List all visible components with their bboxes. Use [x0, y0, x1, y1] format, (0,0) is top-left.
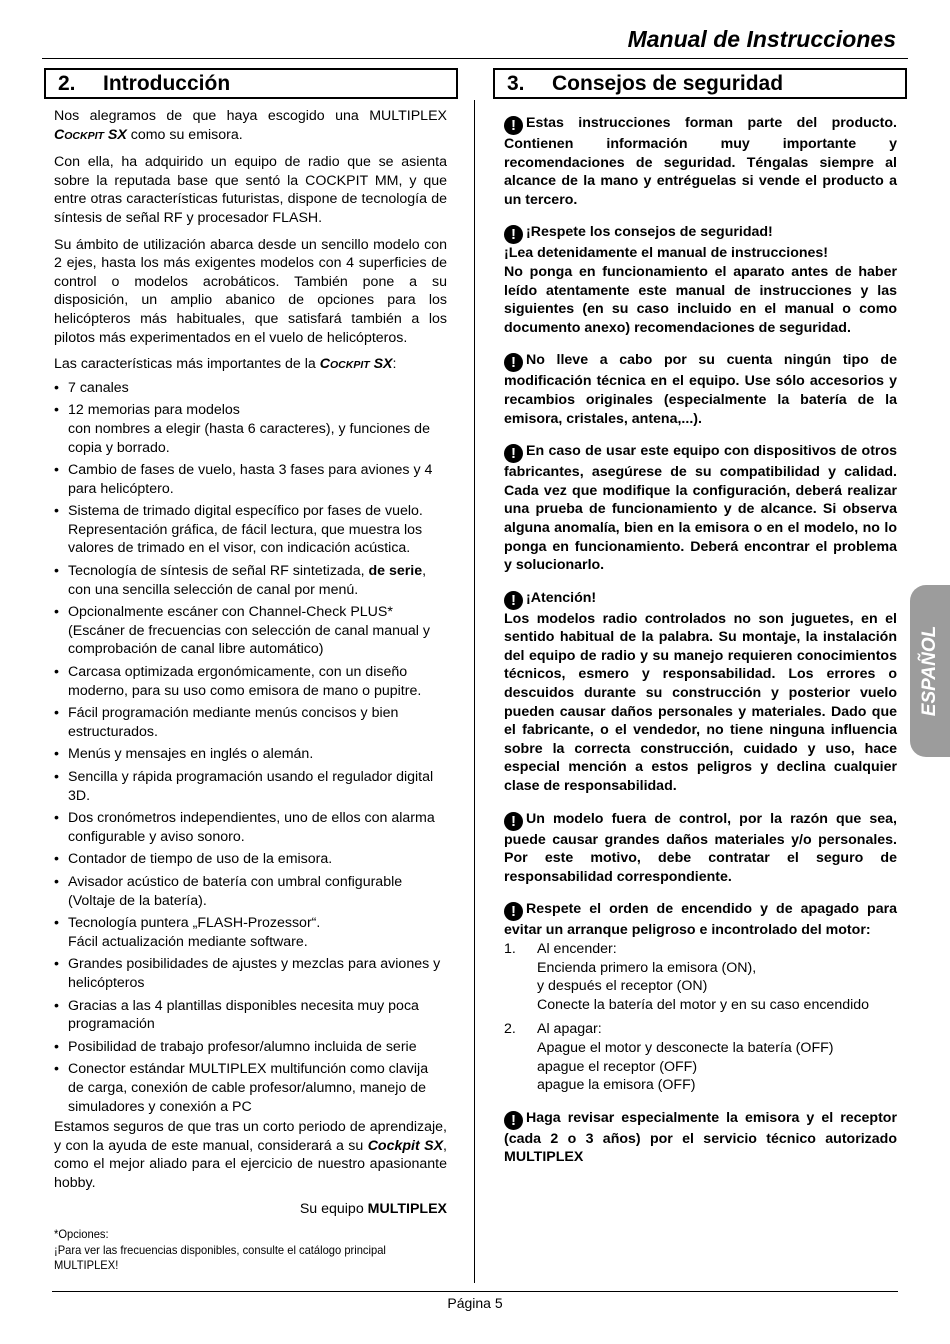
list-item: • Cambio de fases de vuelo, hasta 3 fases para aviones y 4 para helicóptero. — [54, 461, 447, 498]
safety-text: Los modelos radio controlados no son juguetes, en el sentido habitual de la palabra. Su montaje, la instalación del equipo de radio y su manejo requieren conocimientos técnicos, esmero y responsabilidad. Los errores o descuidos durante su construcción y posterior vuelo pueden causar daños personales y materiales. Dado que el fabricante, o el vendedor, no tiene ninguna influencia sobre la correcta construcción, cuidado y uso, hace especial mención a estos peligros y declina cualquier clase de responsabilidad. — [504, 610, 897, 795]
power-sequence — [504, 940, 897, 1095]
list-item — [504, 1020, 897, 1094]
warning-icon: ! — [504, 812, 523, 831]
list-item-text: , con una sencilla selección de canal por menú. — [68, 563, 427, 598]
warning-icon: ! — [504, 591, 523, 610]
safety-note — [504, 810, 897, 887]
safety-note — [504, 900, 897, 1094]
signature-brand: MULTIPLEX — [367, 1201, 447, 1218]
safety-note — [504, 442, 897, 575]
safety-text: No ponga en funcionamiento el aparato antes de haber leído atentamente este manual de instrucciones y las siguientes (en su caso incluido en el manual o como documento anexo) recomendaciones de seguridad. — [504, 263, 897, 336]
brand-initial: C — [54, 126, 65, 143]
step-number: 1. — [504, 941, 516, 957]
list-item: • Grandes posibilidades de ajustes y mezclas para aviones y helicópteros — [54, 955, 447, 992]
brand-suffix: SX — [369, 356, 393, 373]
footer-rule — [52, 1291, 898, 1292]
step-text: apague el receptor (OFF) — [537, 1058, 698, 1075]
brand-smallcaps: OCKPIT — [329, 359, 370, 372]
introduction-column — [54, 107, 447, 1274]
warning-icon: ! — [504, 225, 523, 244]
list-item: • Sencilla y rápida programación usando el regulador digital 3D. — [54, 768, 447, 805]
features-intro-text: Las características más importantes de la — [54, 356, 320, 373]
safety-text: En caso de usar este equipo con dispositivos de otros fabricantes, asegúrese de su compatibilidad y calidad. Cada vez que modifique la configuración, deberá realizar una prueba de funcionamiento y de alcance. Si observa alguna anomalía, bien en la emisora o en el modelo, no lo ponga en funcionamiento. Deberá encontrar el problema y solucionarlo. — [504, 443, 897, 574]
footnote-title: *Opciones: — [54, 1227, 109, 1242]
safety-text: Un modelo fuera de control, por la razón que sea, puede causar grandes daños materiales y/o personales. Por este motivo, debe contratar el seguro de responsabilidad correspondiente. — [504, 810, 897, 885]
section-number: 2. — [58, 72, 76, 95]
list-item-emphasis: de serie — [368, 563, 423, 580]
safety-text: ¡Respete los consejos de seguridad! — [526, 224, 773, 241]
language-tab-label: ESPAÑOL — [919, 625, 940, 717]
signature-text: Su equipo — [299, 1201, 368, 1218]
warning-icon: ! — [504, 1111, 523, 1130]
safety-note — [504, 1109, 897, 1167]
list-item: • Menús y mensajes en inglés o alemán. — [54, 745, 447, 764]
list-item: • Fácil programación mediante menús concisos y bien estructurados. — [54, 704, 447, 741]
list-item: • Gracias a las 4 plantillas disponibles necesita muy poca programación — [54, 997, 447, 1034]
warning-icon: ! — [504, 902, 523, 921]
language-tab — [910, 585, 950, 757]
brand-initial: C — [319, 356, 330, 373]
features-intro-text: : — [392, 356, 397, 373]
features-intro — [54, 355, 447, 375]
list-item: • Opcionalmente escáner con Channel-Check PLUS* (Escáner de frecuencias con selección de canal manual y comprobación de canal libre automático) — [54, 603, 447, 659]
section-title: Consejos de seguridad — [552, 72, 784, 95]
safety-note — [504, 589, 897, 796]
intro-text: como su emisora. — [126, 126, 243, 143]
safety-text: Respete el orden de encendido y de apagado para evitar un arranque peligroso e incontrolado del motor: — [504, 901, 897, 939]
section-3-heading — [493, 68, 907, 99]
paragraph: Con ella, ha adquirido un equipo de radio que se asienta sobre la reputada base que sentó la COCKPIT MM, y que entre otras características futuristas, dispone de tecnología de síntesis de señal RF y procesador FLASH. — [54, 154, 447, 226]
feature-list — [54, 379, 447, 1116]
paragraph: Su ámbito de utilización abarca desde un sencillo modelo con 2 ejes, hasta los más exigentes modelos con 4 superficies de control o modelos acrobáticos. También pone a su disposición, un amplio abanico de opciones para los helicópteros más habituales, que satisfará también a los pilotos más experimentados en el vuelo de helicópteros. — [54, 236, 447, 346]
list-item: • Posibilidad de trabajo profesor/alumno incluida de serie — [54, 1038, 447, 1057]
safety-note — [504, 114, 897, 209]
page-header-title: Manual de Instrucciones — [627, 26, 896, 52]
footnote — [54, 1227, 445, 1274]
safety-column — [504, 114, 897, 1181]
intro-paragraph — [54, 107, 447, 145]
safety-note — [504, 223, 897, 337]
brand-smallcaps: OCKPIT — [64, 129, 104, 142]
safety-text: ¡Lea detenidamente el manual de instrucciones! — [504, 245, 829, 262]
column-divider — [474, 100, 475, 1283]
footnote-text: ¡Para ver las frecuencias disponibles, consulte el catálogo principal MULTIPLEX! — [54, 1242, 386, 1273]
list-item: • Carcasa optimizada ergonómicamente, con un diseño moderno, para su uso como emisora de mano o pupitre. — [54, 663, 447, 700]
list-item: • Avisador acústico de batería con umbral configurable (Voltaje de la batería). — [54, 873, 447, 910]
step-text: y después el receptor (ON) — [537, 978, 708, 995]
list-item — [504, 940, 897, 1014]
list-item: • Contador de tiempo de uso de la emisora. — [54, 850, 447, 869]
warning-icon: ! — [504, 353, 523, 372]
step-text: apague la emisora (OFF) — [537, 1077, 696, 1094]
brand-name — [54, 127, 127, 143]
step-number: 2. — [504, 1021, 516, 1038]
closing-paragraph — [54, 1118, 447, 1192]
safety-text: ¡Atención! — [526, 589, 597, 606]
section-number: 3. — [507, 72, 525, 95]
safety-text: No lleve a cabo por su cuenta ningún tipo de modificación técnica en el equipo. Use sólo accesorios y recambios originales (especialmente la batería de la emisora, cristales, antena,...). — [504, 352, 897, 427]
safety-text: Haga revisar especialmente la emisora y el receptor (cada 2 o 3 años) por el servicio técnico autorizado MULTIPLEX — [504, 1109, 897, 1166]
list-item: • Conector estándar MULTIPLEX multifunción como clavija de carga, conexión de cable profesor/alumno, manejo de simuladores y conexión a PC — [54, 1060, 447, 1116]
brand-name — [320, 356, 393, 372]
safety-text: Estas instrucciones forman parte del producto. Contienen información muy importante y recomendaciones de seguridad. Téngalas siempre al alcance de la mano y entréguelas si vende el producto a un tercero. — [504, 115, 897, 208]
safety-note — [504, 351, 897, 428]
list-item: • Tecnología puntera „FLASH-Prozessor“. Fácil actualización mediante software. — [54, 914, 447, 951]
list-item: • Sistema de trimado digital específico por fases de vuelo. Representación gráfica, de fácil lectura, que muestra los valores de trimado en el visor, con indicación acústica. — [54, 502, 447, 558]
list-item — [54, 562, 447, 599]
header-rule — [42, 58, 908, 59]
step-text: Encienda primero la emisora (ON), — [537, 959, 757, 976]
warning-icon: ! — [504, 444, 523, 463]
step-text: Apague el motor y desconecte la batería (OFF) — [537, 1039, 834, 1056]
intro-text: Nos alegramos de que haya escogido una MULTIPLEX — [54, 108, 447, 124]
list-item: • Dos cronómetros independientes, uno de ellos con alarma configurable y aviso sonoro. — [54, 809, 447, 846]
section-title: Introducción — [103, 72, 231, 95]
step-text: Conecte la batería del motor y en su caso encendido — [537, 996, 870, 1013]
section-2-heading — [44, 68, 458, 99]
warning-icon: ! — [504, 116, 523, 135]
list-item: • 12 memorias para modelos con nombres a elegir (hasta 6 caracteres), y funciones de copia y borrado. — [54, 401, 447, 457]
list-item-text: Tecnología de síntesis de señal RF sintetizada, — [68, 563, 369, 580]
page-number: Página 5 — [447, 1295, 503, 1311]
signature — [54, 1200, 447, 1219]
step-title: Al encender: — [537, 941, 617, 957]
brand-suffix: SX — [103, 126, 127, 143]
brand-name: Cockpit SX — [367, 1137, 444, 1154]
closing-text: Estamos seguros de que tras un corto periodo de aprendizaje, y con la ayuda de este manual, considerará a su — [54, 1119, 447, 1154]
step-title: Al apagar: — [537, 1021, 602, 1038]
list-item: • 7 canales — [54, 379, 447, 398]
closing-text: , como el mejor aliado para el ejercicio de nuestro apasionante hobby. — [54, 1137, 447, 1191]
